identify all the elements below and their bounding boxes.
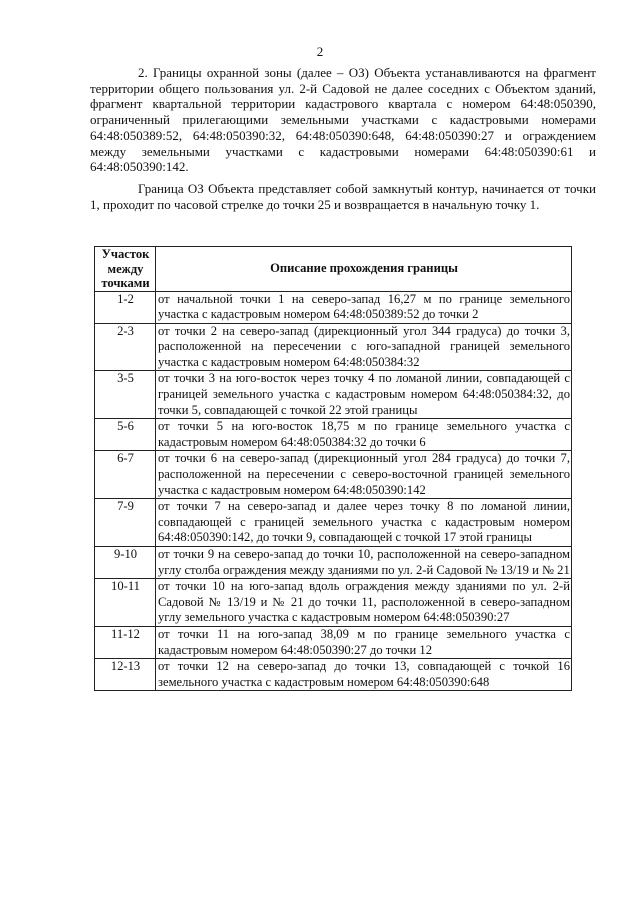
- page-number: 2: [316, 44, 324, 59]
- section-cell: 7-9: [95, 499, 156, 547]
- paragraph-protection-zone-boundaries: [90, 65, 596, 175]
- section-cell: 11-12: [95, 626, 156, 658]
- table-row: [95, 371, 572, 419]
- description-cell: от точки 2 на северо-запад (дирекционный угол 344 градуса) до точки 3, расположенной на пересечении с юго-западной границей земельного участка с кадастровым номером 64:48:050384:32: [156, 323, 572, 371]
- section-cell: 2-3: [95, 323, 156, 371]
- description-cell: от начальной точки 1 на северо-запад 16,27 м по границе земельного участка с кадастровым номером 64:48:050389:52 до точки 2: [156, 291, 572, 323]
- table-row: [95, 659, 572, 691]
- section-cell: 12-13: [95, 659, 156, 691]
- table-row: [95, 547, 572, 579]
- description-cell: от точки 12 на северо-запад до точки 13, совпадающей с точкой 16 земельного участка с кадастровым номером 64:48:050390:648: [156, 659, 572, 691]
- table-row: [95, 323, 572, 371]
- table-row: [95, 499, 572, 547]
- section-cell: 1-2: [95, 291, 156, 323]
- table-row: [95, 451, 572, 499]
- section-cell: 10-11: [95, 579, 156, 627]
- section-cell: 5-6: [95, 419, 156, 451]
- boundary-description-table: [94, 246, 572, 691]
- description-cell: от точки 11 на юго-запад 38,09 м по границе земельного участка с кадастровым номером 64:48:050390:27 до точки 12: [156, 626, 572, 658]
- section-cell: 6-7: [95, 451, 156, 499]
- header-description: Описание прохождения границы: [156, 247, 572, 292]
- section-cell: 9-10: [95, 547, 156, 579]
- section-cell: 3-5: [95, 371, 156, 419]
- table-row: [95, 291, 572, 323]
- header-section: Участок между точками: [95, 247, 156, 292]
- description-cell: от точки 3 на юго-восток через точку 4 по ломаной линии, совпадающей с границей земельного участка с кадастровым номером 64:48:050384:32, до точки 5, совпадающей с точкой 22 этой границы: [156, 371, 572, 419]
- description-cell: от точки 9 на северо-запад до точки 10, расположенной на северо-западном углу столба ограждения между зданиями по ул. 2-й Садовой № 13/19 и № 21: [156, 547, 572, 579]
- table-row: [95, 419, 572, 451]
- description-cell: от точки 5 на юго-восток 18,75 м по границе земельного участка с кадастровым номером 64:48:050384:32 до точки 6: [156, 419, 572, 451]
- paragraph-text: 2. Границы охранной зоны (далее – ОЗ) Объекта устанавливаются на фрагмент территории общего пользования ул. 2-й Садовой не далее соседних с Объектом зданий, фрагмент квартальной территории кадастрового квартала с номером 64:48:050390, ограниченный прилегающими земельными участками с кадастровыми номерами 64:48:050389:52, 64:48:050390:32, 64:48:050390:648, 64:48:050390:27 и ограждением между земельными участками с кадастровыми номерами 64:48:050390:61 и 64:48:050390:142.: [90, 65, 596, 175]
- table-body: [95, 291, 572, 691]
- paragraph-contour-description: [90, 181, 596, 212]
- description-cell: от точки 10 на юго-запад вдоль ограждения между зданиями по ул. 2-й Садовой № 13/19 и № 21 до точки 11, расположенной в северо-западном углу земельного участка с кадастровым номером 64:48:050390:27: [156, 579, 572, 627]
- table-row: [95, 579, 572, 627]
- description-cell: от точки 6 на северо-запад (дирекционный угол 284 градуса) до точки 7, расположенной на пересечении с северо-восточной границей земельного участка с кадастровым номером 64:48:050390:142: [156, 451, 572, 499]
- table-row: [95, 626, 572, 658]
- table-header-row: [95, 247, 572, 292]
- paragraph-text: Граница ОЗ Объекта представляет собой замкнутый контур, начинается от точки 1, проходит по часовой стрелке до точки 25 и возвращается в начальную точку 1.: [90, 181, 596, 212]
- description-cell: от точки 7 на северо-запад и далее через точку 8 по ломаной линии, совпадающей с границей земельного участка с кадастровым номером 64:48:050390:142, до точки 9, совпадающей с точкой 17 этой границы: [156, 499, 572, 547]
